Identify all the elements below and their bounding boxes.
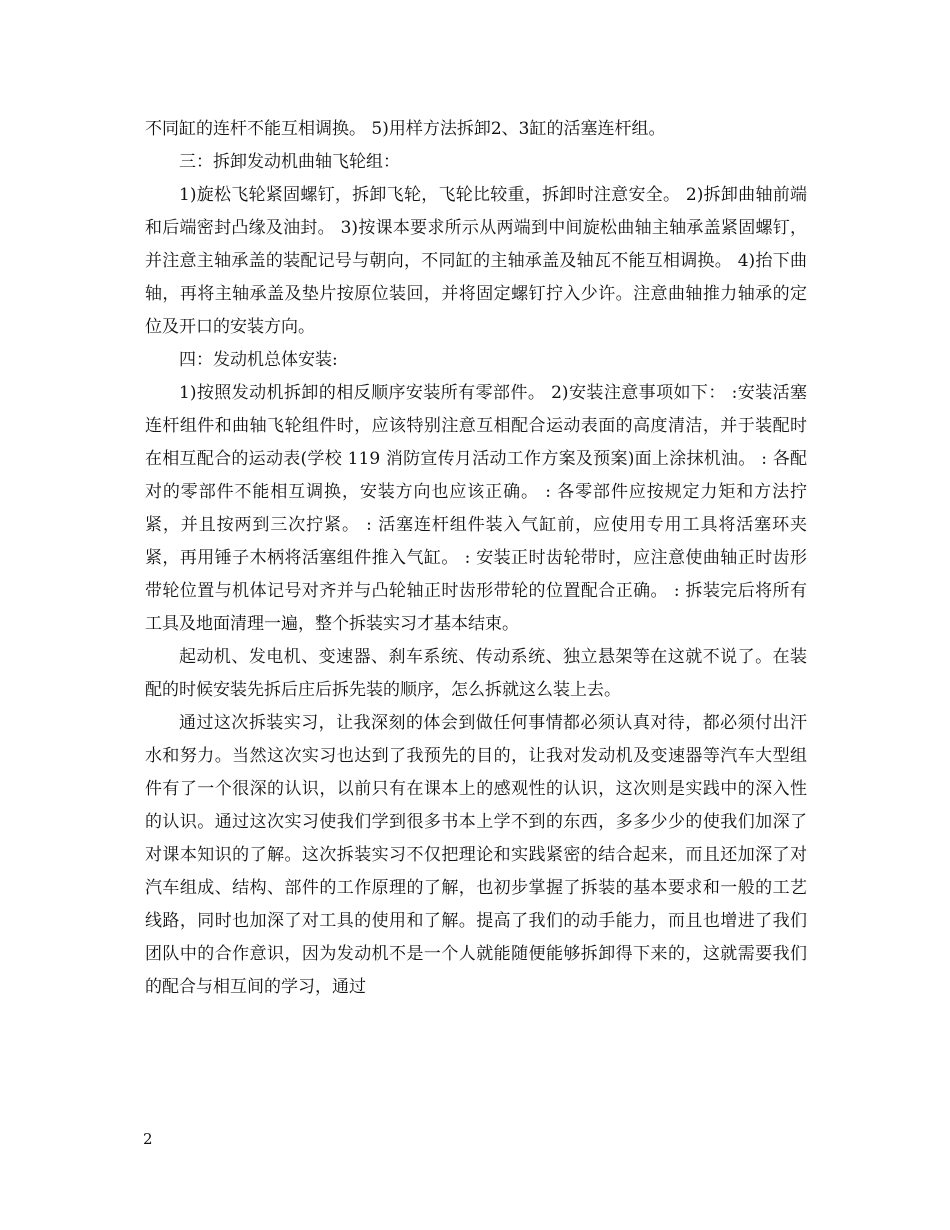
page-number: 2 <box>143 1130 153 1148</box>
paragraph-reflection: 通过这次拆装实习，让我深刻的体会到做任何事情都必须认真对待，都必须付出汗水和努力。当然这次实习也达到了我预先的目的，让我对发动机及变速器等汽车大型组件有了一个很深的认识，以前只有在课本上的感观性的认识，这次则是实践中的深入性的认识。通过这次实习使我们学到很多书本上学不到的东西，多多少少的使我们加深了对课本知识的了解。这次拆装实习不仅把理论和实践紧密的结合起来，而且还加深了对汽车组成、结构、部件的工作原理的了解，也初步掌握了拆装的基本要求和一般的工艺线路，同时也加深了对工具的使用和了解。提高了我们的动手能力，而且也增进了我们团队中的合作意识，因为发动机不是一个人就能随便能够拆卸得下来的，这就需要我们的配合与相互间的学习，通过 <box>145 713 807 997</box>
paragraph-continuation: 不同缸的连杆不能互相调换。 5)用样方法拆卸2、3缸的活塞连杆组。 <box>145 119 666 139</box>
section-heading-assembly: 四：发动机总体安装: <box>179 350 338 370</box>
document-body <box>145 113 807 1004</box>
paragraph-assembly-steps: 1)按照发动机拆卸的相反顺序安装所有零部件。 2)安装注意事项如下： :安装活塞连杆组件和曲轴飞轮组件时，应该特别注意互相配合运动表面的高度清洁，并于装配时在相互配合的运动表(学校 119 消防宣传月活动工作方案及预案)面上涂抹机油。 : 各配对的零部件不能相互调换，安装方向也应该正确。 : 各零部件应按规定力矩和方法拧紧，并且按两到三次拧紧。 : 活塞连杆组件装入气缸前，应使用专用工具将活塞环夹紧，再用锤子木柄将活塞组件推入气缸。 : 安装正时齿轮带时，应注意使曲轴正时齿形带轮位置与机体记号对齐并与凸轮轴正时齿形带轮的位置配合正确。 : 拆装完后将所有工具及地面清理一遍，整个拆装实习才基本结束。 <box>145 383 807 634</box>
paragraph-crankshaft-steps: 1)旋松飞轮紧固螺钉，拆卸飞轮，飞轮比较重，拆卸时注意安全。 2)拆卸曲轴前端和后端密封凸缘及油封。 3)按课本要求所示从两端到中间旋松曲轴主轴承盖紧固螺钉，并注意主轴承盖的装配记号与朝向，不同缸的主轴承盖及轴瓦不能互相调换。 4)抬下曲轴，再将主轴承盖及垫片按原位装回，并将固定螺钉拧入少许。注意曲轴推力轴承的定位及开口的安装方向。 <box>145 185 807 337</box>
paragraph-other-components: 起动机、发电机、变速器、刹车系统、传动系统、独立悬架等在这就不说了。在装配的时候安装先拆后庄后拆先装的顺序，怎么拆就这么装上去。 <box>145 647 807 700</box>
section-heading-crankshaft: 三：拆卸发动机曲轴飞轮组： <box>179 152 400 172</box>
